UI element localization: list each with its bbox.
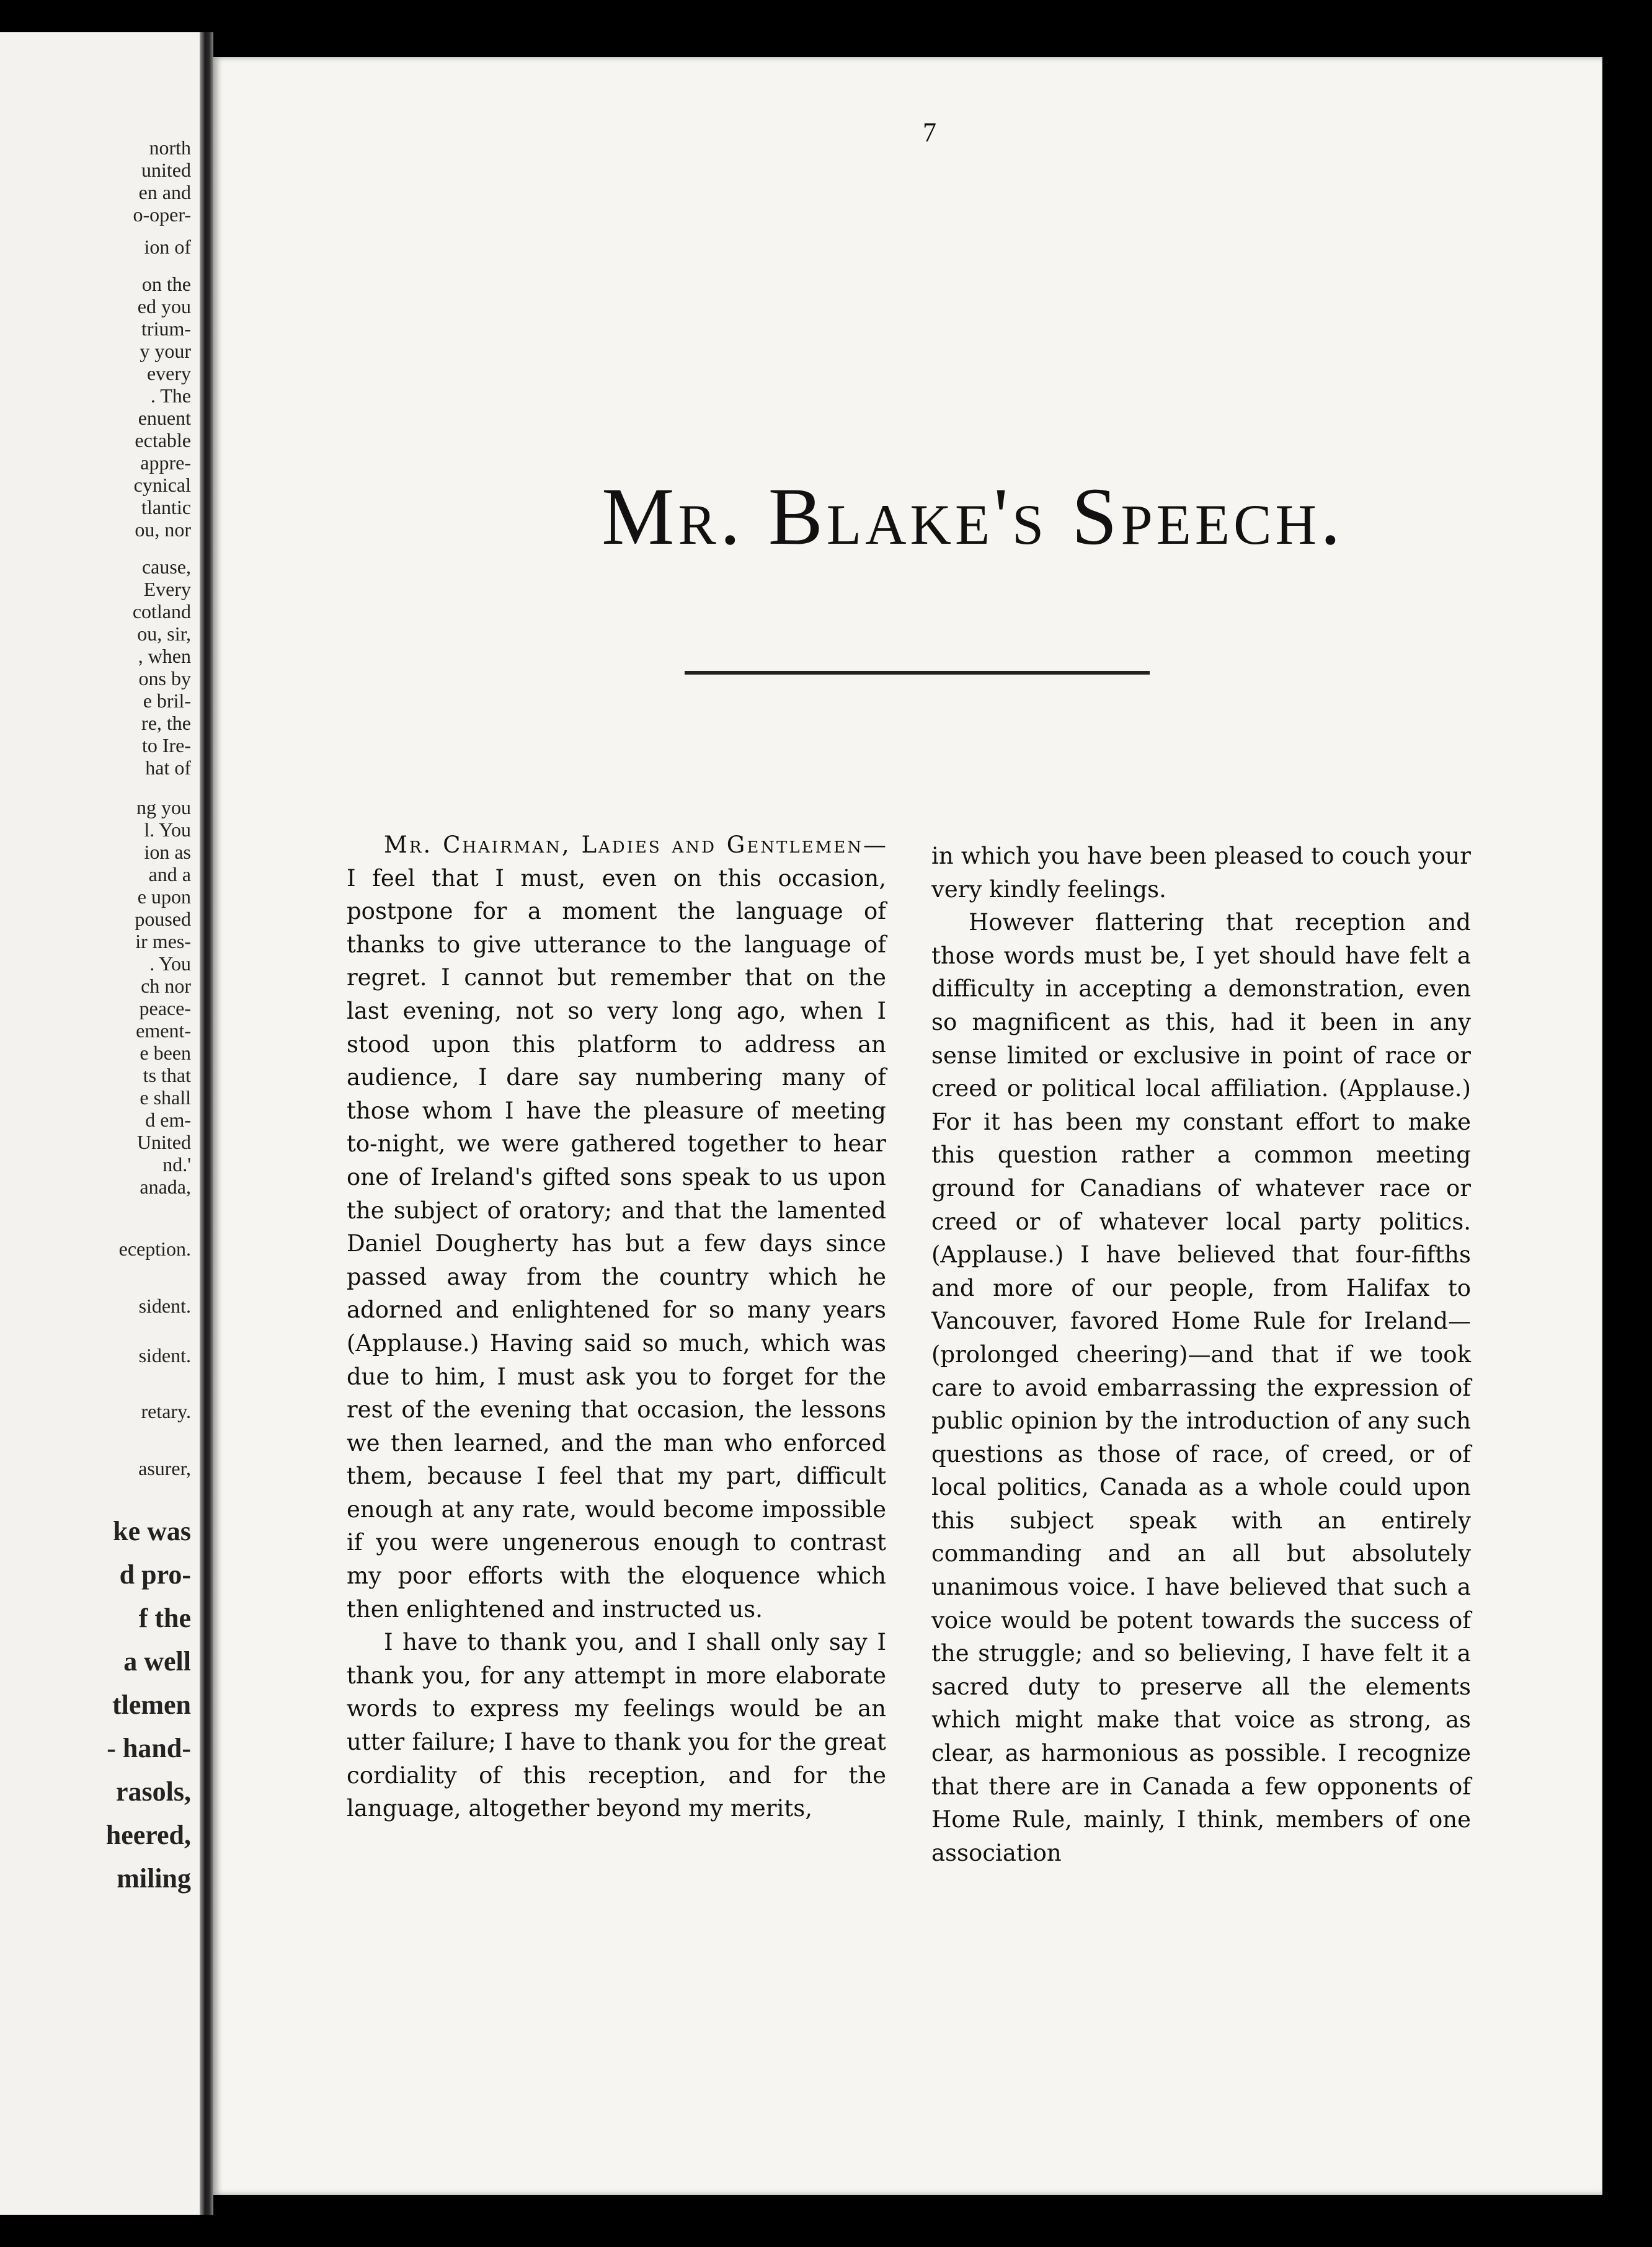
right-text-column xyxy=(931,840,1471,1869)
adjacent-page-fragment: e upon xyxy=(137,885,191,908)
adjacent-page-fragment: . The xyxy=(150,384,191,407)
adjacent-page-fragment: tlemen xyxy=(112,1690,191,1720)
adjacent-page-fragment: peace- xyxy=(139,997,191,1019)
adjacent-page-fragment: hat of xyxy=(145,756,191,779)
salutation: Mr. Chairman, Ladies and Gentlemen xyxy=(384,831,863,858)
adjacent-page-fragment: ke was xyxy=(113,1516,191,1546)
adjacent-page-fragment: ion of xyxy=(144,236,191,258)
opening-paragraph xyxy=(347,828,886,1626)
adjacent-page-fragment: f the xyxy=(138,1603,191,1633)
adjacent-page-fragment: e shall xyxy=(140,1086,191,1109)
page-number: 7 xyxy=(923,117,936,148)
adjacent-page-fragment: rasols, xyxy=(116,1776,191,1807)
adjacent-page-fragment: ch nor xyxy=(141,975,191,997)
home-rule-paragraph: However flattering that reception and those words must be, I yet should have felt a difficulty in accepting a demonstration, even so magnificent as this, had it been in any sense limited or exclusive in point of race or creed or political local affiliation. (Applause.) For it has been my constant effort to make this question rather a common meeting ground for Canadians of whatever race or creed or of whatever local party politics. (Applause.) I have believed that four-fifths and more of our people, from Halifax to Vancouver, favored Home Rule for Ireland—(prolonged cheering)—and that if we took care to avoid embarrassing the expression of public opinion by the introduction of any such questions as those of race, of creed, or of local politics, Canada as a whole could upon this subject speak with an entirely commanding and an all but absolutely unanimous voice. I have believed that such a voice would be potent towards the success of the struggle; and so believing, I have felt it a sacred duty to preserve all the elements which might make that voice as strong, as clear, as harmonious as possible. I recognize that there are in Canada a few opponents of Home Rule, mainly, I think, members of one association xyxy=(931,909,1471,1866)
adjacent-page-fragment: appre- xyxy=(140,451,191,474)
adjacent-page-fragment: e been xyxy=(140,1042,191,1064)
adjacent-page-fragment: heered, xyxy=(105,1820,191,1850)
adjacent-page-fragment: ng you xyxy=(136,796,191,818)
adjacent-page-fragment: on the xyxy=(141,273,191,295)
adjacent-page-fragment: d em- xyxy=(145,1109,191,1131)
adjacent-page-fragment: tlantic xyxy=(141,496,191,518)
adjacent-page-fragment: d pro- xyxy=(119,1559,191,1590)
adjacent-page-fragment: ts that xyxy=(143,1064,191,1086)
thanks-paragraph: I have to thank you, and I shall only say I thank you, for any attempt in more elaborate words to express my feelings would be an utter failure; I have to thank you for the great cordiality of this reception, and for the language, altogether beyond my merits, xyxy=(347,1629,886,1822)
adjacent-page-fragment: , when xyxy=(138,645,191,667)
adjacent-page-fragment: ons by xyxy=(138,667,191,689)
opening-paragraph-text: —I feel that I must, even on this occasion, postpone for a moment the language of thanks to give utterance to the language of regret. I cannot but remember that on the last evening, not so very long ago, when I stood upon this platform to address an audience, I dare say numbering many of those whom I have the pleasure of meeting to-night, we were gathered together to hear one of Ireland's gifted sons speak to us upon the subject of oratory; and that the lamented Daniel Dougherty has but a few days since passed away from the country which he adorned and enlightened for so many years (Applause.) Having said so much, which was due to him, I must ask you to forget for the rest of the evening that occasion, the lessons we then learned, and the man who enforced them, because I feel that my part, difficult enough at any rate, would become impossible if you were ungenerous enough to contrast my poor efforts with the eloquence which then enlightened and instructed us. xyxy=(347,831,886,1623)
adjacent-page-fragment: to Ire- xyxy=(141,734,191,756)
adjacent-page-fragment: ement- xyxy=(136,1019,191,1042)
adjacent-page-fragment: ir mes- xyxy=(135,930,191,952)
adjacent-page-fragment: ed you xyxy=(137,295,191,317)
adjacent-page-fragment: re, the xyxy=(141,712,191,734)
adjacent-page-fragment: miling xyxy=(117,1863,191,1894)
adjacent-page-fragment: en and xyxy=(138,181,191,203)
adjacent-page-fragment: cotland xyxy=(132,600,191,623)
adjacent-page-fragment: enuent xyxy=(138,407,191,429)
adjacent-page-fragment: asurer, xyxy=(138,1457,191,1479)
adjacent-page-fragment: o-oper- xyxy=(133,203,191,226)
adjacent-page-fragment: ectable xyxy=(135,429,191,451)
adjacent-page-fragment: retary. xyxy=(141,1400,191,1422)
adjacent-page-fragment: poused xyxy=(135,908,191,930)
adjacent-page-fragment: every xyxy=(146,362,191,384)
adjacent-page-fragment: trium- xyxy=(141,317,191,340)
adjacent-page-fragment: sident. xyxy=(138,1295,191,1317)
adjacent-page-fragment: a well xyxy=(123,1646,191,1677)
adjacent-page-fragment: and a xyxy=(148,863,191,885)
adjacent-page-strip xyxy=(0,32,200,2215)
adjacent-page-fragment: ion as xyxy=(144,841,191,863)
adjacent-page-fragment: . You xyxy=(149,952,191,975)
adjacent-page-fragment: e bril- xyxy=(143,689,191,712)
adjacent-page-fragment: anada, xyxy=(140,1176,191,1198)
adjacent-page-fragment: ou, nor xyxy=(135,518,191,541)
adjacent-page-fragment: y your xyxy=(140,340,191,362)
continuation-paragraph: in which you have been pleased to couch your very kindly feelings. xyxy=(931,843,1471,903)
adjacent-page-fragment: sident. xyxy=(138,1344,191,1367)
adjacent-page-fragment: United xyxy=(136,1131,191,1153)
adjacent-page-fragment: united xyxy=(141,159,191,181)
document-page xyxy=(213,57,1602,2195)
adjacent-page-fragment: l. You xyxy=(144,818,191,841)
title-rule xyxy=(685,671,1150,675)
adjacent-page-fragment: cynical xyxy=(133,474,191,496)
book-gutter xyxy=(200,32,213,2215)
adjacent-page-fragment: eception. xyxy=(118,1238,191,1260)
adjacent-page-fragment: Every xyxy=(143,578,191,600)
adjacent-page-fragment: nd.' xyxy=(162,1153,191,1176)
adjacent-page-fragment: - hand- xyxy=(107,1733,191,1763)
adjacent-page-fragment: ou, sir, xyxy=(137,623,191,645)
left-text-column xyxy=(347,828,886,1825)
adjacent-page-fragment: cause, xyxy=(141,556,191,578)
speech-title: Mr. Blake's Speech. xyxy=(602,471,1344,562)
adjacent-page-fragment: north xyxy=(149,136,191,159)
